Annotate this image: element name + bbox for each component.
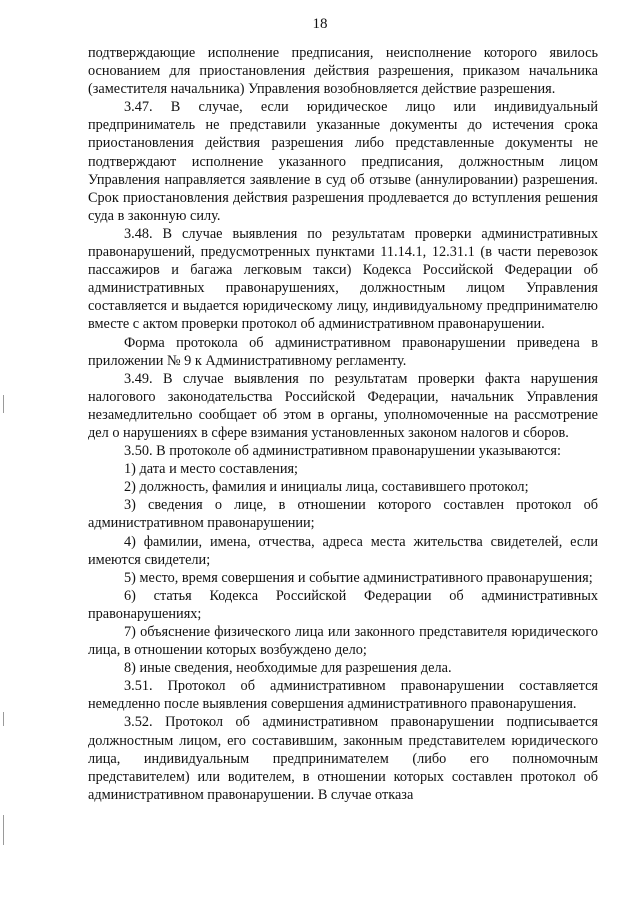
paragraph-3-48: 3.48. В случае выявления по результатам проверки административных правонарушений, предусмотренных пунктами 11.14.1, 12.31.1 (в части перевозок пассажиров и багажа легковым такси) Кодекса Российской Федерации об административных правонарушениях, должностным лицом Управления составляется и выдается юридическому лицу, индивидуальному предпринимателю вместе с актом проверки протокол об административном правонарушении.: [88, 225, 598, 333]
paragraph-3-47: 3.47. В случае, если юридическое лицо или индивидуальный предприниматель не представили указанные документы до истечения срока приостановления действия разрешения либо представленные документы не подтверждают исполнение указанного предписания, должностным лицом Управления направляется заявление в суд об отзыве (аннулировании) разрешения. Срок приостановления действия разрешения продлевается до вступления решения суда в законную силу.: [88, 99, 598, 224]
list-item-2: 2) должность, фамилия и инициалы лица, составившего протокол;: [124, 479, 529, 496]
list-item-5: 5) место, время совершения и событие административного правонарушения;: [124, 569, 593, 586]
paragraph-protocol-form: Форма протокола об административном правонарушении приведена в приложении № 9 к Административному регламенту.: [88, 334, 598, 369]
list-item-1: 1) дата и место составления;: [124, 461, 299, 478]
scan-edge-mark: [3, 395, 4, 413]
paragraph-3-49: 3.49. В случае выявления по результатам проверки факта нарушения налогового законодательства Российской Федерации, начальник Управления незамедлительно сообщает об этом в органы, уполномоченные на рассмотрение дел о нарушениях в сфере взимания установленных законом налогов и сборов.: [88, 370, 598, 441]
list-item-7: 7) объяснение физического лица или законного представителя юридического лица, в отношении которых возбуждено дело;: [88, 624, 598, 659]
scan-edge-mark: [3, 815, 4, 845]
list-item-8: 8) иные сведения, необходимые для разрешения дела.: [124, 660, 452, 677]
scan-edge-mark: [3, 712, 4, 726]
list-item-3: 3) сведения о лице, в отношении которого составлен протокол об административном правонарушении;: [88, 497, 598, 532]
paragraph-3-52: 3.52. Протокол об административном правонарушении подписывается должностным лицом, его составившим, законным представителем юридического лица, индивидуальным предпринимателем (либо его полномочным представителем) или водителем, в отношении которых составлен протокол об административном правонарушении. В случае отказа: [88, 714, 598, 803]
page-number: 18: [312, 16, 328, 32]
paragraph-3-50: 3.50. В протоколе об административном правонарушении указываются:: [124, 443, 561, 460]
body-text: [88, 44, 598, 804]
paragraph-3-51: 3.51. Протокол об административном правонарушении составляется немедленно после выявления совершения административного правонарушения.: [88, 678, 598, 713]
paragraph-continuation: подтверждающие исполнение предписания, неисполнение которого явилось основанием для приостановления действия разрешения, приказом начальника (заместителя начальника) Управления возобновляется действие разрешения.: [88, 45, 598, 98]
list-item-6: 6) статья Кодекса Российской Федерации об административных правонарушениях;: [88, 587, 598, 622]
list-item-4: 4) фамилии, имена, отчества, адреса места жительства свидетелей, если имеются свидетели;: [88, 533, 598, 568]
